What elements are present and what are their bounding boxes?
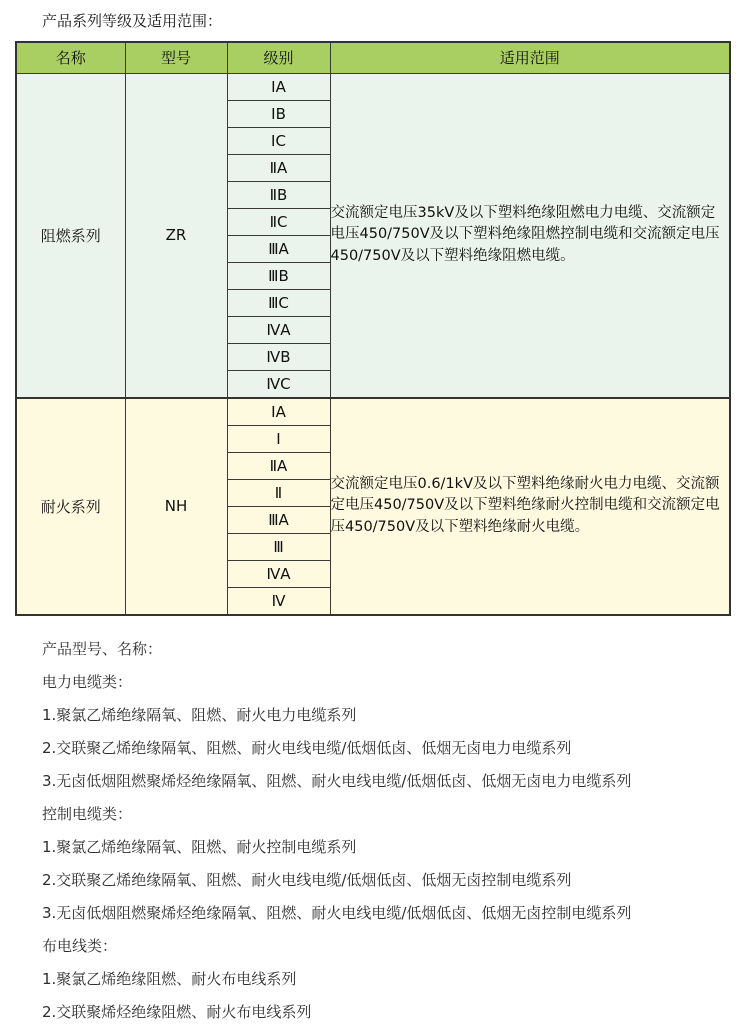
grade-cell: ⅡA xyxy=(227,452,330,479)
series-model-nh: NH xyxy=(125,398,227,615)
note-item: 1.聚氯乙烯绝缘隔氧、阻燃、耐火电力电缆系列 xyxy=(42,705,357,724)
note-item: 3.无卤低烟阻燃聚烯烃绝缘隔氧、阻燃、耐火电线电缆/低烟低卤、低烟无卤控制电缆系列 xyxy=(42,903,632,922)
product-models-section xyxy=(42,633,753,1029)
table-row xyxy=(16,73,730,100)
group-label-wiring: 布电线类： xyxy=(42,936,118,955)
grade-cell: ⅢA xyxy=(227,506,330,533)
series-name-zr: 阻燃系列 xyxy=(16,73,125,398)
note-item: 2.交联聚烯烃绝缘阻燃、耐火布电线系列 xyxy=(42,1002,312,1021)
grade-cell: Ⅳ xyxy=(227,587,330,615)
grade-cell: ⅣB xyxy=(227,343,330,370)
grade-cell: ⅣA xyxy=(227,316,330,343)
grade-cell: ⅣC xyxy=(227,370,330,398)
note-item: 1.聚氯乙烯绝缘阻燃、耐火布电线系列 xyxy=(42,969,297,988)
col-header-name: 名称 xyxy=(16,42,125,73)
fire-resistant-section xyxy=(16,398,730,615)
flame-retardant-section xyxy=(16,73,730,398)
table-header-row xyxy=(16,42,730,73)
grade-cell: ⅠC xyxy=(227,127,330,154)
product-grade-table xyxy=(15,41,731,616)
grade-cell: ⅠA xyxy=(227,73,330,100)
series-name-nh: 耐火系列 xyxy=(16,398,125,615)
grade-cell: ⅣA xyxy=(227,560,330,587)
note-item: 3.无卤低烟阻燃聚烯烃绝缘隔氧、阻燃、耐火电线电缆/低烟低卤、低烟无卤电力电缆系列 xyxy=(42,771,632,790)
note-item: 2.交联聚乙烯绝缘隔氧、阻燃、耐火电线电缆/低烟低卤、低烟无卤电力电缆系列 xyxy=(42,738,572,757)
grade-cell: ⅢB xyxy=(227,262,330,289)
series-model-zr: ZR xyxy=(125,73,227,398)
col-header-grade: 级别 xyxy=(227,42,330,73)
notes-heading: 产品型号、名称： xyxy=(42,639,163,658)
document-page xyxy=(0,10,753,1029)
grade-cell: ⅡC xyxy=(227,208,330,235)
group-label-power-cables: 电力电缆类： xyxy=(42,672,133,691)
table-row xyxy=(16,398,730,426)
note-item: 1.聚氯乙烯绝缘隔氧、阻燃、耐火控制电缆系列 xyxy=(42,837,357,856)
grade-cell: ⅠA xyxy=(227,398,330,426)
grade-cell: ⅢA xyxy=(227,235,330,262)
grade-cell: Ⅲ xyxy=(227,533,330,560)
group-label-control-cables: 控制电缆类： xyxy=(42,804,133,823)
grade-cell: Ⅱ xyxy=(227,479,330,506)
col-header-model: 型号 xyxy=(125,42,227,73)
col-header-scope: 适用范围 xyxy=(330,42,730,73)
series-scope-nh: 交流额定电压0.6/1kV及以下塑料绝缘耐火电力电缆、交流额定电压450/750V及以下塑料绝缘耐火控制电缆和交流额定电压450/750V及以下塑料绝缘耐火电缆。 xyxy=(330,398,730,615)
series-scope-zr: 交流额定电压35kV及以下塑料绝缘阻燃电力电缆、交流额定电压450/750V及以下塑料绝缘阻燃控制电缆和交流额定电压450/750V及以下塑料绝缘阻燃电缆。 xyxy=(330,73,730,398)
grade-cell: Ⅰ xyxy=(227,425,330,452)
note-item: 2.交联聚乙烯绝缘隔氧、阻燃、耐火电线电缆/低烟低卤、低烟无卤控制电缆系列 xyxy=(42,870,572,889)
page-title: 产品系列等级及适用范围： xyxy=(42,12,223,30)
grade-cell: ⅡB xyxy=(227,181,330,208)
grade-cell: ⅡA xyxy=(227,154,330,181)
grade-cell: ⅠB xyxy=(227,100,330,127)
grade-cell: ⅢC xyxy=(227,289,330,316)
